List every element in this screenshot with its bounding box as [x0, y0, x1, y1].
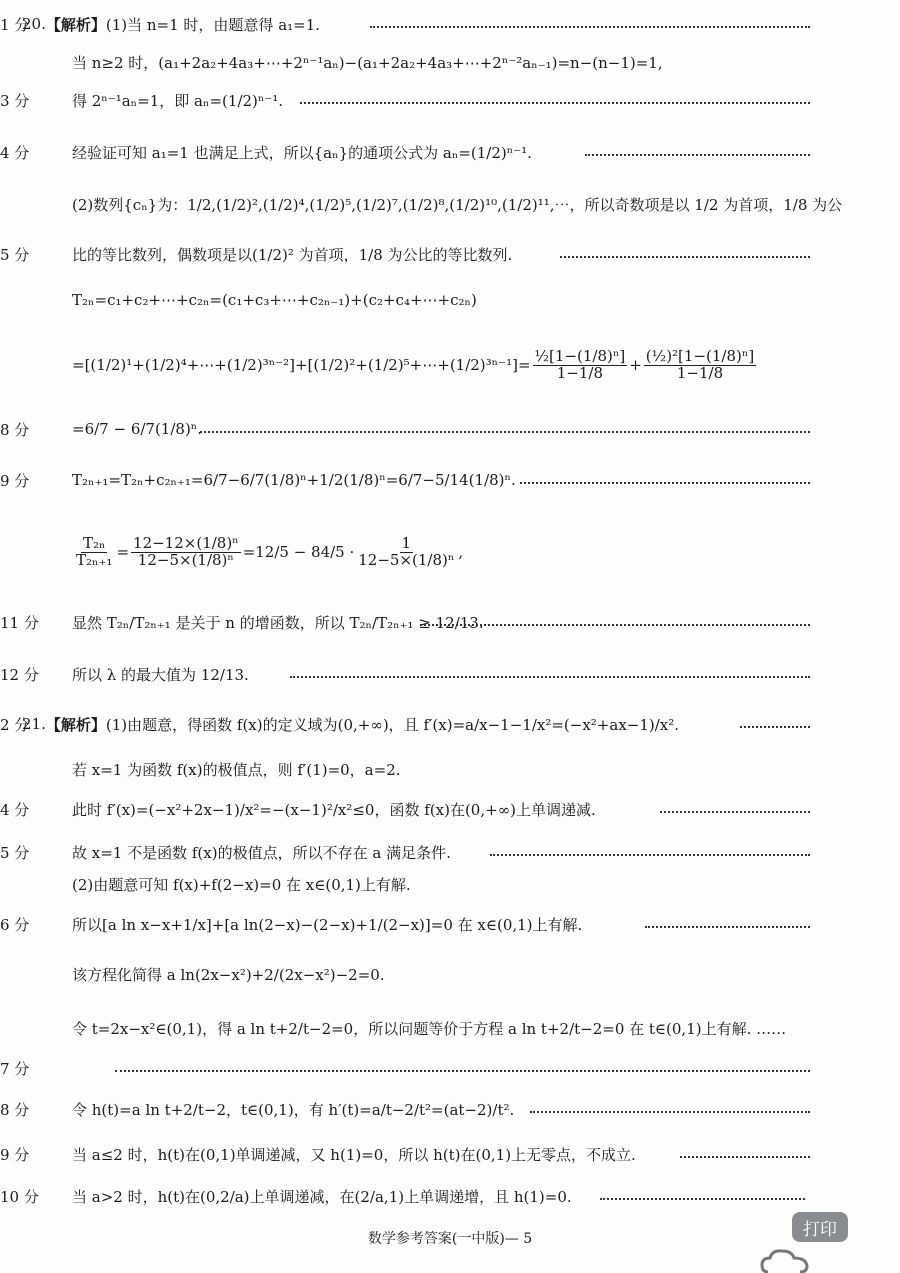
q20-text-3: 得 2ⁿ⁻¹aₙ=1，即 aₙ=(1/2)ⁿ⁻¹. [72, 91, 284, 110]
q21-text-12: 当 a>2 时，h(t)在(0,2/a)上单调递减，在(2/a,1)上单调递增，且 h(1)=0. [72, 1187, 572, 1206]
fraction-2 [644, 346, 756, 382]
fraction-1-numerator: ½[1−(1/8)ⁿ] [534, 346, 626, 365]
q21-text-8: 令 t=2x−x²∈(0,1)，得 a ln t+2/t−2=0，所以问题等价于方程 a ln t+2/t−2=0 在 t∈(0,1)上有解. …… [72, 1019, 787, 1038]
score-q21-10: 10 分 [0, 1187, 39, 1206]
q21-line-5 [72, 870, 411, 898]
trailing-comma: , [458, 543, 464, 561]
ratio-fraction [74, 533, 114, 569]
fraction-2-numerator: (½)²[1−(1/8)ⁿ] [645, 346, 755, 365]
equals-sign: = [116, 543, 130, 561]
score-q21-5: 5 分 [0, 843, 30, 862]
q20-number: 20. [22, 15, 46, 33]
expanded-denominator: 12−5×(1/8)ⁿ [137, 550, 234, 569]
score-q20-12: 12 分 [0, 665, 39, 684]
score-q21-2: 2 分 [0, 715, 30, 734]
q20-text-4: 经验证可知 a₁=1 也满足上式，所以{aₙ}的通项公式为 aₙ=(1/2)ⁿ⁻¹. [72, 143, 532, 162]
page-footer: 数学参考答案(一中版)— 5 [367, 1231, 533, 1247]
ratio-expanded-fraction [131, 533, 241, 569]
q21-text-2: 若 x=1 为函数 f(x)的极值点，则 f′(1)=0，a=2. [72, 760, 401, 779]
fraction-1-denominator: 1−1/8 [556, 363, 603, 382]
q21-text-5: (2)由题意可知 f(x)+f(2−x)=0 在 x∈(0,1)上有解. [72, 875, 411, 894]
q20-text-8: =[(1/2)¹+(1/2)⁴+⋯+(1/2)³ⁿ⁻²]+[(1/2)²+(1/2)⁵+⋯+(1/2)³ⁿ⁻¹]= [72, 356, 531, 374]
ratio-denominator: T₂ₙ₊₁ [76, 550, 113, 569]
fraction-1 [533, 346, 628, 382]
last-numerator: 1 [401, 533, 412, 552]
q21-text-6: 所以[a ln x−x+1/x]+[a ln(2−x)−(2−x)+1/(2−x)]=0 在 x∈(0,1)上有解. [72, 915, 583, 934]
q20-line-5 [72, 190, 842, 218]
cloud-icon[interactable] [760, 1248, 810, 1273]
q21-line-2 [72, 755, 401, 783]
q20-text-9: =6/7 − 6/7(1/8)ⁿ. [72, 420, 203, 438]
score-q21-7: 7 分 [0, 1059, 30, 1078]
score-q21-6: 6 分 [0, 915, 30, 934]
q20-text-10: T₂ₙ₊₁=T₂ₙ+c₂ₙ₊₁=6/7−6/7(1/8)ⁿ+1/2(1/8)ⁿ=6/7−5/14(1/8)ⁿ. [72, 471, 516, 489]
q20-text-5: (2)数列{cₙ}为：1/2,(1/2)²,(1/2)⁴,(1/2)⁵,(1/2)⁷,(1/2)⁸,(1/2)¹⁰,(1/2)¹¹,⋯，所以奇数项是以 1/2 为首项，1/8 为公 [72, 195, 843, 214]
q20-text-12: 显然 T₂ₙ/T₂ₙ₊₁ 是关于 n 的增函数，所以 T₂ₙ/T₂ₙ₊₁ ≥ 12/13. [72, 613, 484, 632]
q21-text-1: (1)由题意，得函数 f(x)的定义域为(0,+∞)，且 f′(x)=a/x−1−1/x²=(−x²+ax−1)/x². [105, 715, 680, 734]
plus-sign: + [629, 356, 642, 374]
score-q21-8: 8 分 [0, 1100, 30, 1119]
q21-text-10: 令 h(t)=a ln t+2/t−2，t∈(0,1)，有 h′(t)=a/t−2/t²=(at−2)/t². [72, 1100, 515, 1119]
q20-line-11 [72, 520, 463, 584]
last-denominator: 12−5×(1/8)ⁿ [358, 550, 455, 569]
ratio-last-fraction [356, 533, 456, 569]
q20-text-2: 当 n≥2 时，(a₁+2a₂+4a₃+⋯+2ⁿ⁻¹aₙ)−(a₁+2a₂+4a₃+⋯+2ⁿ⁻²aₙ₋₁)=n−(n−1)=1, [72, 53, 663, 72]
q20-line-8 [72, 335, 758, 395]
score-q20-3: 3 分 [0, 91, 30, 110]
score-q20-1: 1 分 [0, 15, 30, 34]
q21-label: 【解析】 [45, 715, 106, 734]
q21-text-4: 故 x=1 不是函数 f(x)的极值点，所以不存在 a 满足条件. [72, 843, 451, 862]
ratio-numerator: T₂ₙ [82, 533, 106, 552]
score-q20-8: 8 分 [0, 420, 30, 439]
score-q20-11: 11 分 [0, 613, 39, 632]
q21-line-7 [72, 960, 385, 988]
q21-text-7: 该方程化简得 a ln(2x−x²)+2/(2x−x²)−2=0. [72, 965, 385, 984]
expanded-numerator: 12−12×(1/8)ⁿ [133, 533, 239, 552]
score-q20-5: 5 分 [0, 245, 30, 264]
score-q20-9: 9 分 [0, 471, 30, 490]
q20-line-7 [72, 286, 477, 314]
q20-text-7: T₂ₙ=c₁+c₂+⋯+c₂ₙ=(c₁+c₃+⋯+c₂ₙ₋₁)+(c₂+c₄+⋯+c₂ₙ) [72, 291, 477, 309]
score-q20-4: 4 分 [0, 143, 30, 162]
score-q21-4: 4 分 [0, 800, 30, 819]
q20-label: 【解析】 [45, 15, 106, 34]
q20-text-6: 比的等比数列，偶数项是以(1/2)² 为首项，1/8 为公比的等比数列. [72, 245, 513, 264]
fraction-2-denominator: 1−1/8 [676, 363, 724, 382]
score-q21-9: 9 分 [0, 1145, 30, 1164]
q21-line-8 [72, 1014, 786, 1042]
q21-text-11: 当 a≤2 时，h(t)在(0,1)单调递减，又 h(1)=0，所以 h(t)在(0,1)上无零点，不成立. [72, 1145, 636, 1164]
q20-text-1: (1)当 n=1 时，由题意得 a₁=1. [105, 15, 321, 34]
print-button[interactable]: 打印 [792, 1212, 848, 1242]
q20-line-2 [72, 48, 663, 76]
q21-number: 21. [22, 715, 46, 733]
ratio-simplified: =12/5 − 84/5 · [242, 543, 355, 561]
q21-text-3: 此时 f′(x)=(−x²+2x−1)/x²=−(x−1)²/x²≤0，函数 f(x)在(0,+∞)上单调递减. [72, 800, 596, 819]
q20-text-13: 所以 λ 的最大值为 12/13. [72, 665, 249, 684]
